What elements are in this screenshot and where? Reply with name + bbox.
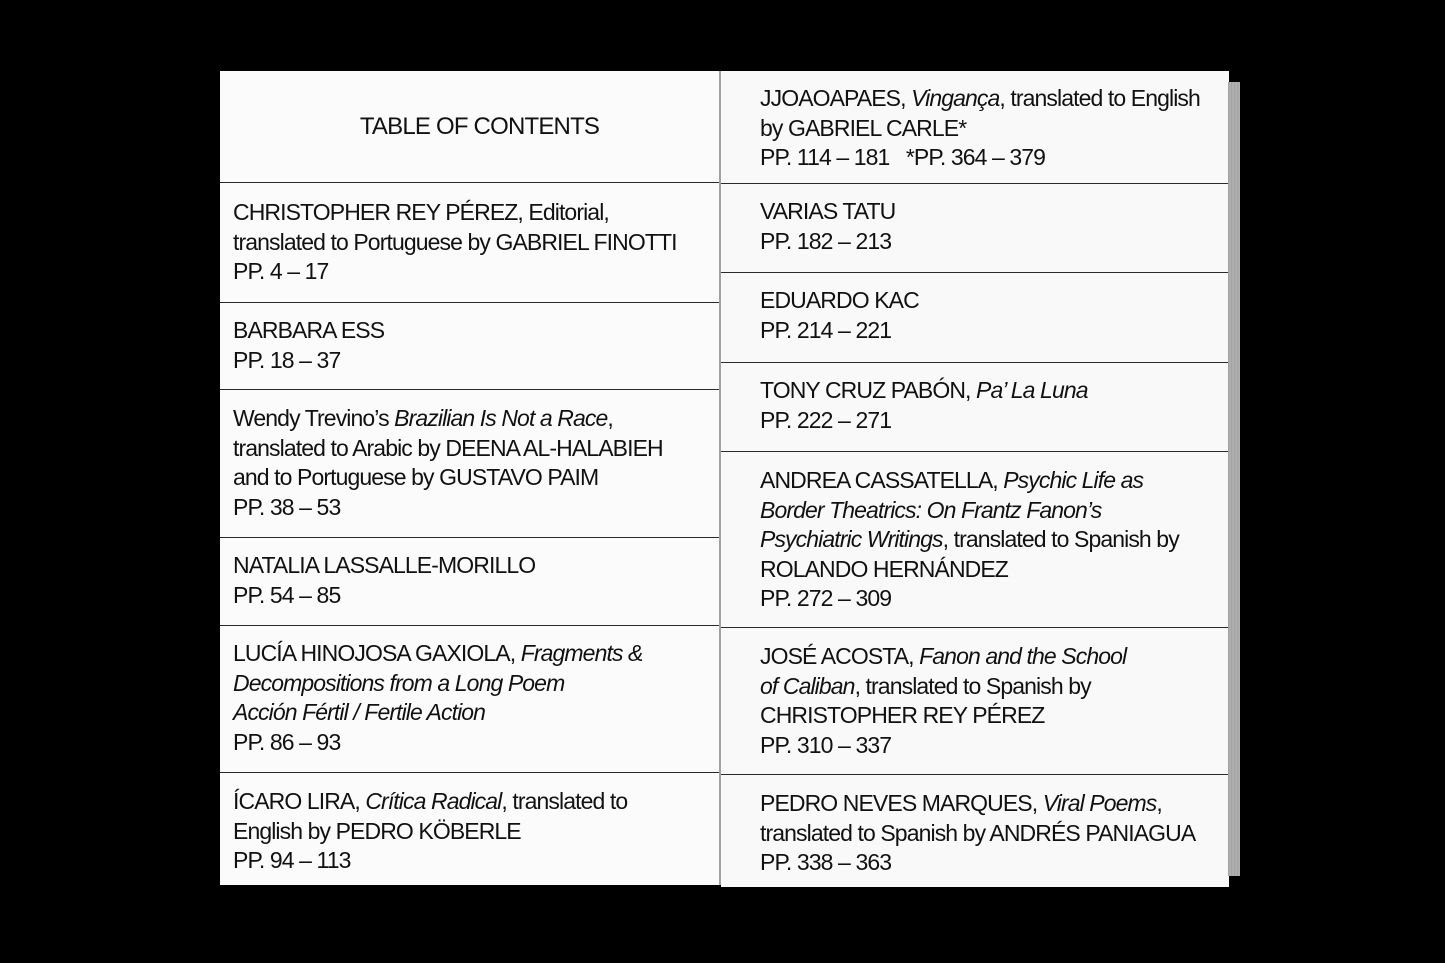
toc-entry bbox=[220, 773, 719, 885]
entry-line: of Caliban, translated to Spanish by bbox=[760, 672, 1091, 699]
entry-line: translated to Portuguese by GABRIEL FINOTTI bbox=[233, 228, 677, 255]
toc-entry bbox=[220, 538, 719, 626]
entry-line: BARBARA ESS bbox=[233, 317, 385, 343]
entry-line: English by PEDRO KÖBERLE bbox=[233, 817, 521, 844]
toc-entry bbox=[220, 626, 719, 773]
toc-entry bbox=[721, 363, 1229, 452]
entry-line: Decompositions from a Long Poem bbox=[233, 669, 565, 696]
entry-line: PP. 214 – 221 bbox=[760, 316, 892, 343]
entry-line: PP. 114 – 181 *PP. 364 – 379 bbox=[760, 144, 1046, 170]
entry-line: PP. 94 – 113 bbox=[233, 847, 351, 873]
toc-entry bbox=[220, 390, 719, 538]
entry-line: PP. 18 – 37 bbox=[233, 346, 341, 373]
toc-entry bbox=[721, 628, 1229, 775]
toc-title: TABLE OF CONTENTS bbox=[220, 71, 719, 183]
entry-line: LUCÍA HINOJOSA GAXIOLA, Fragments & bbox=[233, 640, 643, 666]
entry-line: PEDRO NEVES MARQUES, Viral Poems, bbox=[760, 790, 1162, 816]
entry-line: PP. 54 – 85 bbox=[233, 581, 341, 608]
entry-line: Psychiatric Writings, translated to Spanish by bbox=[760, 526, 1179, 552]
entry-line: Wendy Trevino’s Brazilian Is Not a Race, bbox=[233, 405, 613, 431]
entry-line: TONY CRUZ PABÓN, Pa’ La Luna bbox=[760, 377, 1088, 403]
entry-line: CHRISTOPHER REY PÉREZ, Editorial, bbox=[233, 199, 609, 225]
toc-entry bbox=[721, 71, 1229, 184]
entry-line: NATALIA LASSALLE-MORILLO bbox=[233, 552, 536, 578]
entry-line: EDUARDO KAC bbox=[760, 287, 919, 313]
entry-line: PP. 310 – 337 bbox=[760, 731, 892, 758]
entry-line: Border Theatrics: On Frantz Fanon’s bbox=[760, 496, 1102, 523]
right-page bbox=[721, 71, 1229, 887]
entry-line: PP. 86 – 93 bbox=[233, 728, 341, 755]
entry-line: translated to Arabic by DEENA AL-HALABIEH bbox=[233, 434, 663, 461]
entry-line: Acción Fértil / Fertile Action bbox=[233, 699, 486, 725]
entry-line: PP. 182 – 213 bbox=[760, 227, 892, 254]
entry-line: PP. 338 – 363 bbox=[760, 849, 892, 875]
book-page-edges bbox=[1228, 82, 1240, 876]
entry-line: ROLANDO HERNÁNDEZ bbox=[760, 555, 1008, 582]
entry-line: CHRISTOPHER REY PÉREZ bbox=[760, 702, 1045, 728]
entry-line: translated to Spanish by ANDRÉS PANIAGUA bbox=[760, 819, 1196, 846]
entry-line: PP. 38 – 53 bbox=[233, 493, 341, 520]
entry-line: ÍCARO LIRA, Crítica Radical, translated to bbox=[233, 788, 628, 814]
entry-line: PP. 222 – 271 bbox=[760, 406, 892, 433]
entry-line: JOSÉ ACOSTA, Fanon and the School bbox=[760, 643, 1127, 669]
entry-line: JJOAOAPAES, Vingança, translated to English bbox=[760, 85, 1200, 111]
entry-line: PP. 272 – 309 bbox=[760, 585, 892, 611]
entry-line: ANDREA CASSATELLA, Psychic Life as bbox=[760, 467, 1144, 493]
entry-line: PP. 4 – 17 bbox=[233, 258, 329, 284]
toc-entry bbox=[721, 775, 1229, 887]
entry-line: VARIAS TATU bbox=[760, 198, 896, 224]
entry-line: by GABRIEL CARLE* bbox=[760, 114, 967, 141]
toc-entry bbox=[220, 303, 719, 390]
left-page bbox=[220, 71, 719, 885]
toc-entry bbox=[721, 184, 1229, 273]
toc-entry bbox=[721, 273, 1229, 363]
toc-entry bbox=[220, 183, 719, 303]
toc-entry bbox=[721, 452, 1229, 628]
entry-line: and to Portuguese by GUSTAVO PAIM bbox=[233, 464, 599, 490]
